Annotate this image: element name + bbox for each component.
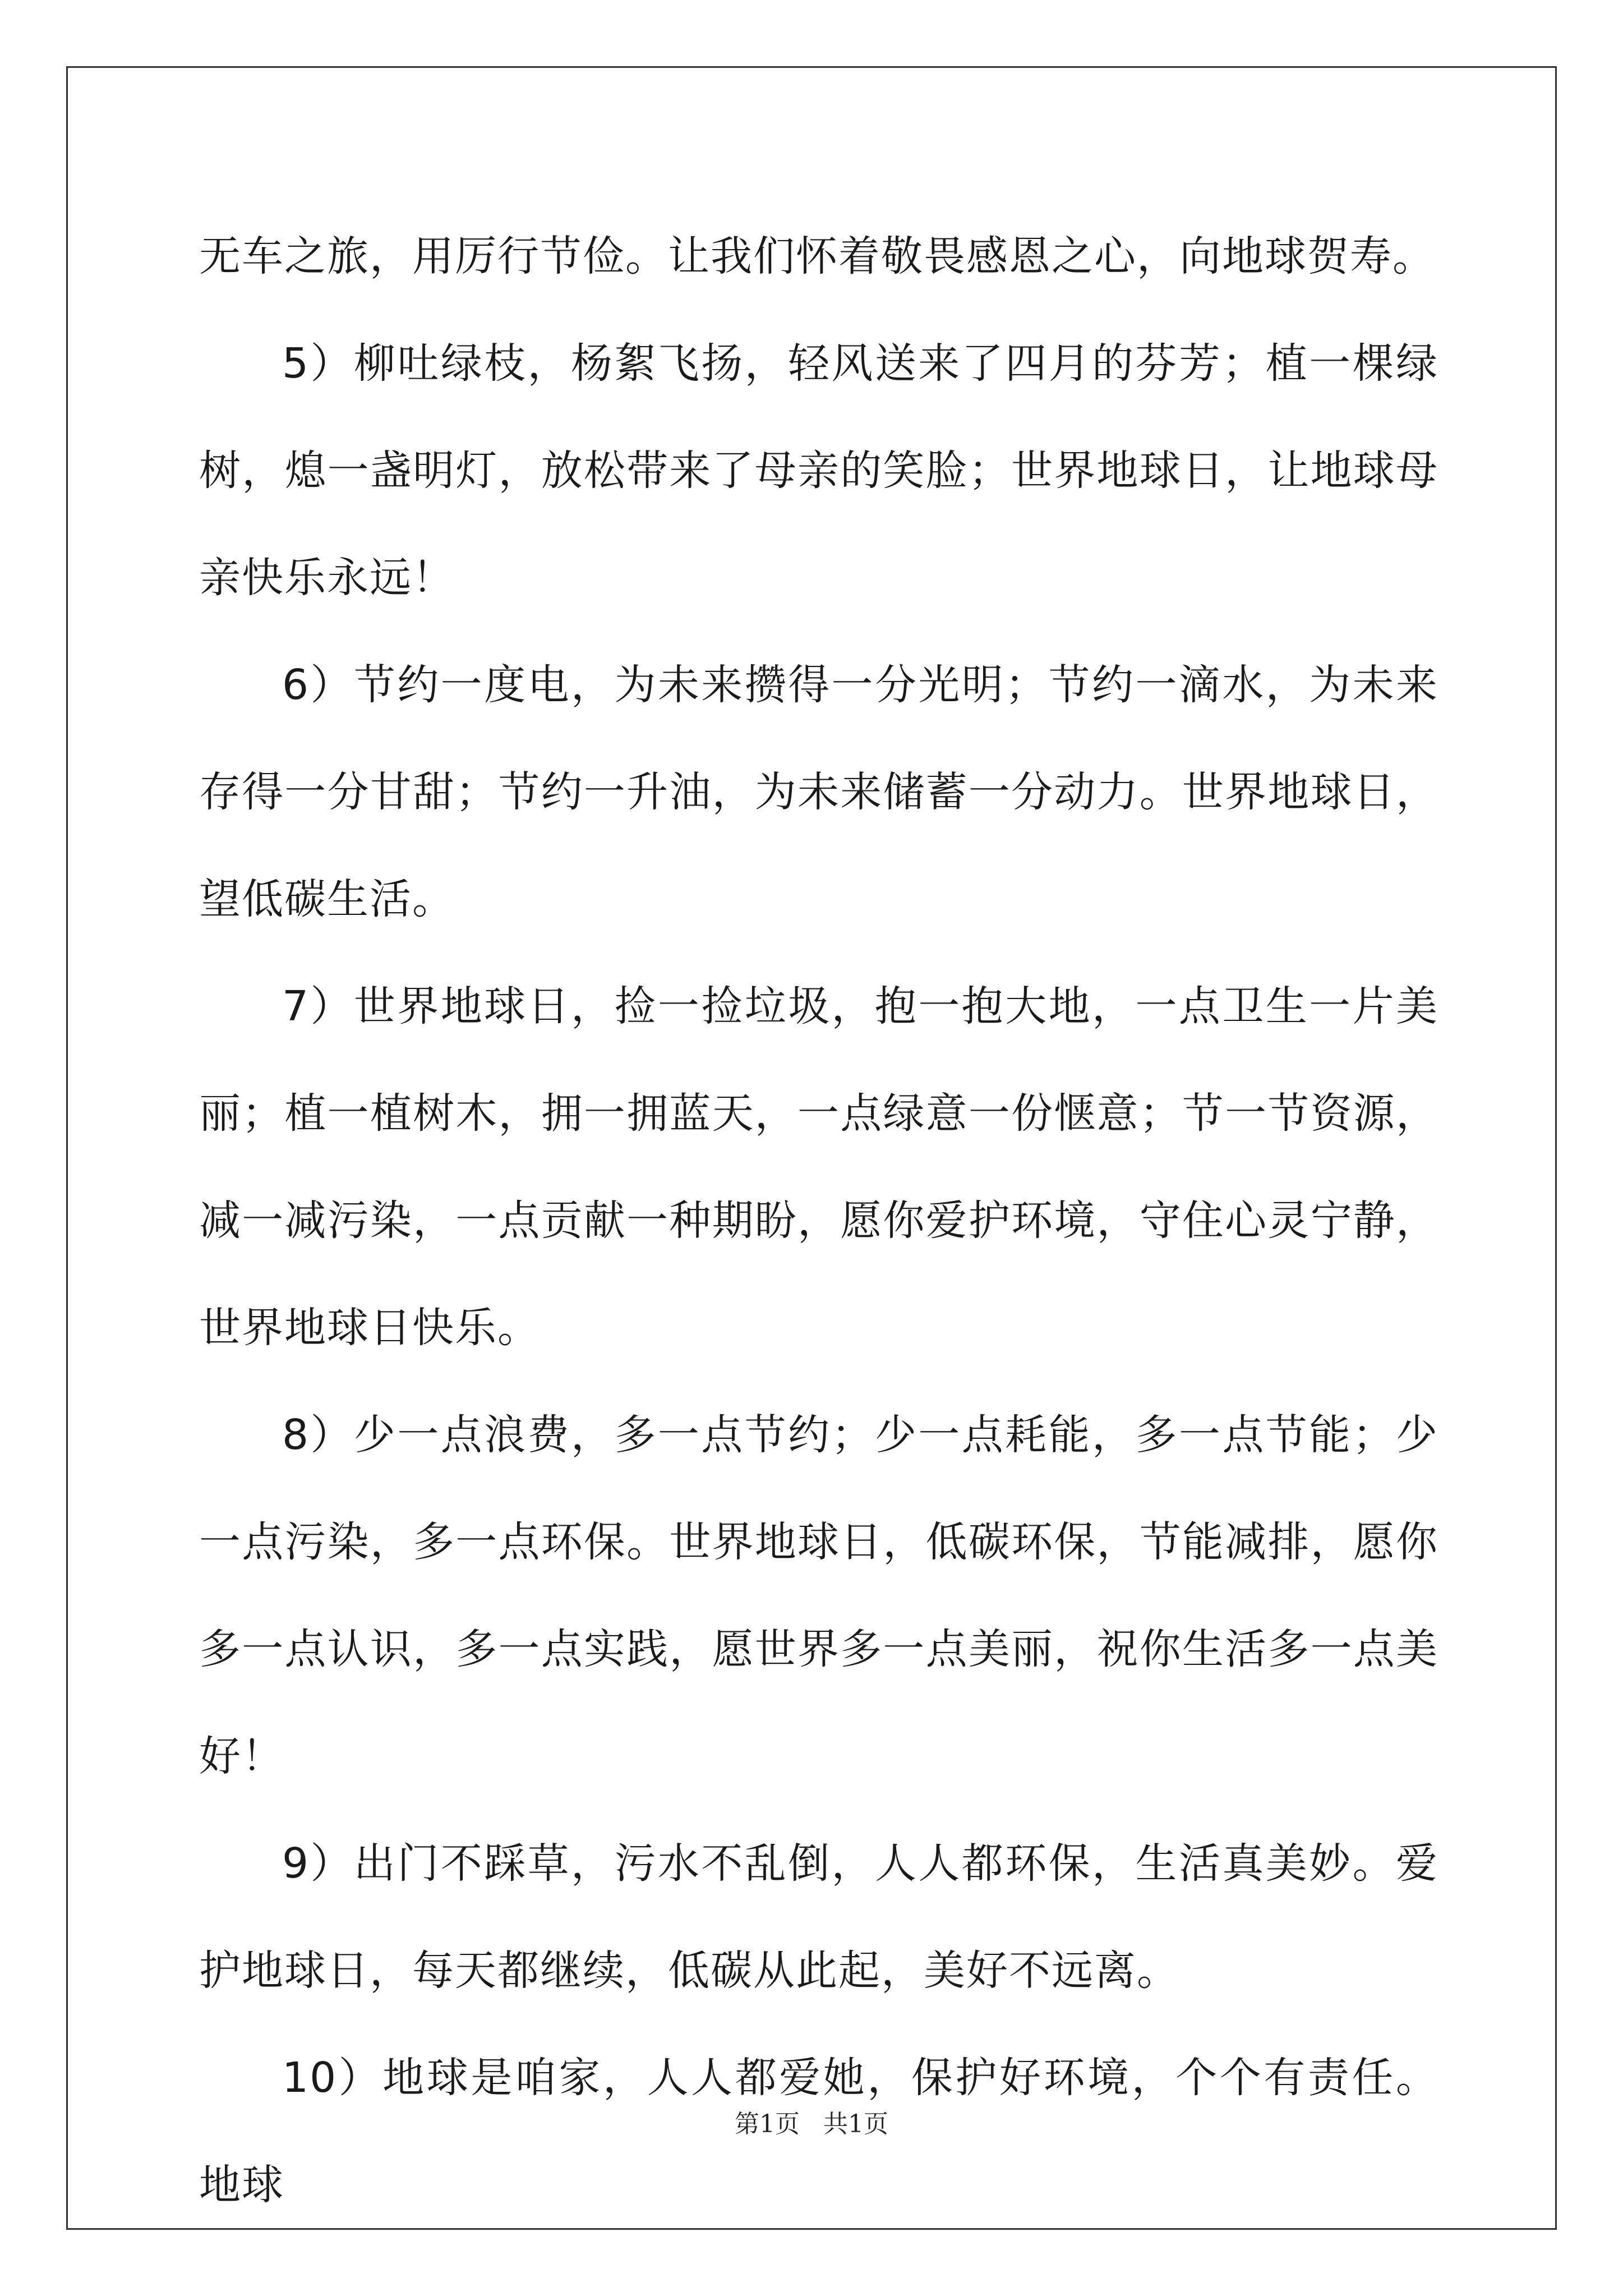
paragraph-7: 7）世界地球日，捡一捡垃圾，抱一抱大地，一点卫生一片美丽；植一植树木，拥一拥蓝天，一点绿意一份惬意；节一节资源，减一减污染，一点贡献一种期盼，愿你爱护环境，守住心灵宁静，世界地球日快乐。 xyxy=(199,982,1438,1352)
paragraph-8: 8）少一点浪费，多一点节约；少一点耗能，多一点节能；少一点污染，多一点环保。世界地球日，低碳环保，节能减排，愿你多一点认识，多一点实践，愿世界多一点美丽，祝你生活多一点美好！ xyxy=(199,1411,1438,1780)
document-body xyxy=(199,203,1438,2239)
paragraph-9: 9）出门不踩草，污水不乱倒，人人都环保，生活真美妙。爱护地球日，每天都继续，低碳从此起，美好不远离。 xyxy=(199,1839,1438,1995)
paragraph-5: 5）柳吐绿枝，杨絮飞扬，轻风送来了四月的芬芳；植一棵绿树，熄一盏明灯，放松带来了母亲的笑脸；世界地球日，让地球母亲快乐永远！ xyxy=(199,339,1438,602)
paragraph-6: 6）节约一度电，为未来攒得一分光明；节约一滴水，为未来存得一分甘甜；节约一升油，为未来储蓄一分动力。世界地球日，望低碳生活。 xyxy=(199,661,1438,923)
paragraph-10: 10）地球是咱家，人人都爱她，保护好环境，个个有责任。地球 xyxy=(199,2054,1438,2209)
page-footer: 第1页 共1页 xyxy=(735,2110,888,2138)
paragraph-continuation: 无车之旅，用厉行节俭。让我们怀着敬畏感恩之心，向地球贺寿。 xyxy=(199,232,1435,280)
